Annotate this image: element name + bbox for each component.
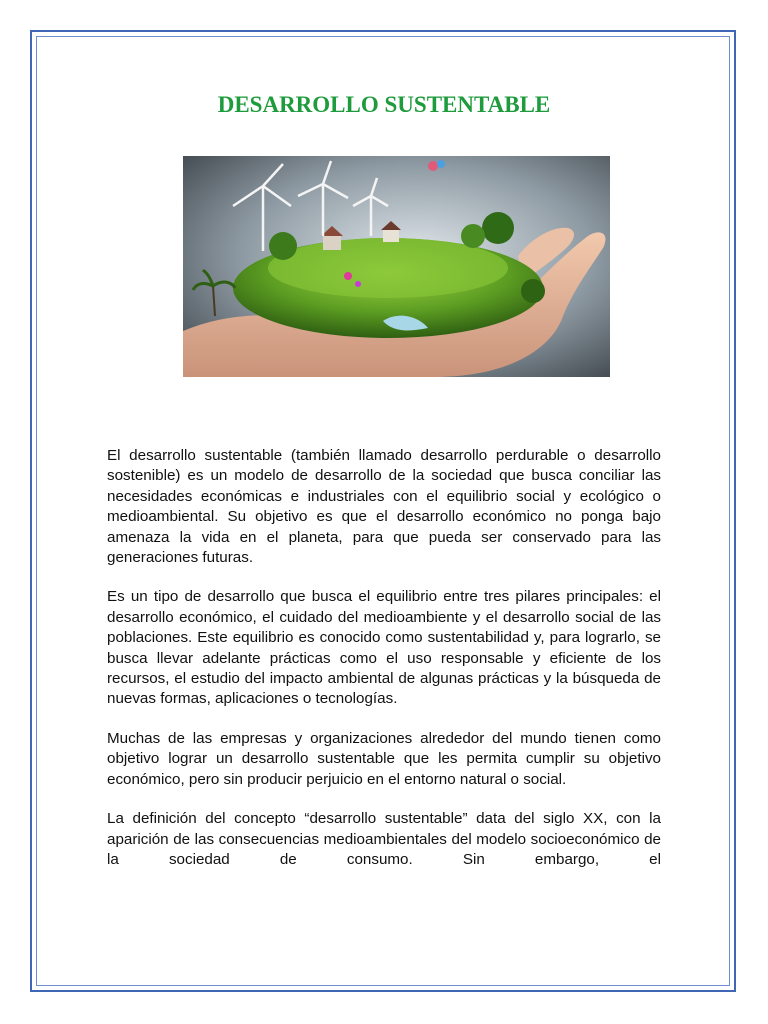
paragraph-1: El desarrollo sustentable (también llamado desarrollo perdurable o desarrollo sostenible) es un modelo de desarrollo de la sociedad que busca conciliar las necesidades económicas e industriales con el equilibrio social y ecológico o medioambiental. Su objetivo es que el desarrollo económico no ponga bajo amenaza la vida en el planeta, para que pueda ser conservado para las generaciones futuras. xyxy=(107,447,661,567)
hand-holding-planet-image xyxy=(183,156,610,377)
body-text xyxy=(107,446,661,889)
document-title: DESARROLLO SUSTENTABLE xyxy=(217,92,551,117)
paragraph-2: Es un tipo de desarrollo que busca el equilibrio entre tres pilares principales: el desarrollo económico, el cuidado del medioambiente y el desarrollo social de las poblaciones. Este equilibrio es conocido como sustentabilidad y, para lograrlo, se busca llevar adelante prácticas como el uso responsable y eficiente de los recursos, el estudio del impacto ambiental de algunas prácticas y la búsqueda de nuevas formas, aplicaciones o tecnologías. xyxy=(107,588,661,708)
paragraph-4: La definición del concepto “desarrollo sustentable” data del siglo XX, con la aparición de las consecuencias medioambientales del modelo socioeconómico de la sociedad de consumo. Sin embargo, el xyxy=(107,810,661,868)
paragraph-3: Muchas de las empresas y organizaciones alrededor del mundo tienen como objetivo lograr un desarrollo sustentable que les permita cumplir su objetivo económico, pero sin producir perjuicio en el entorno natural o social. xyxy=(107,729,661,788)
